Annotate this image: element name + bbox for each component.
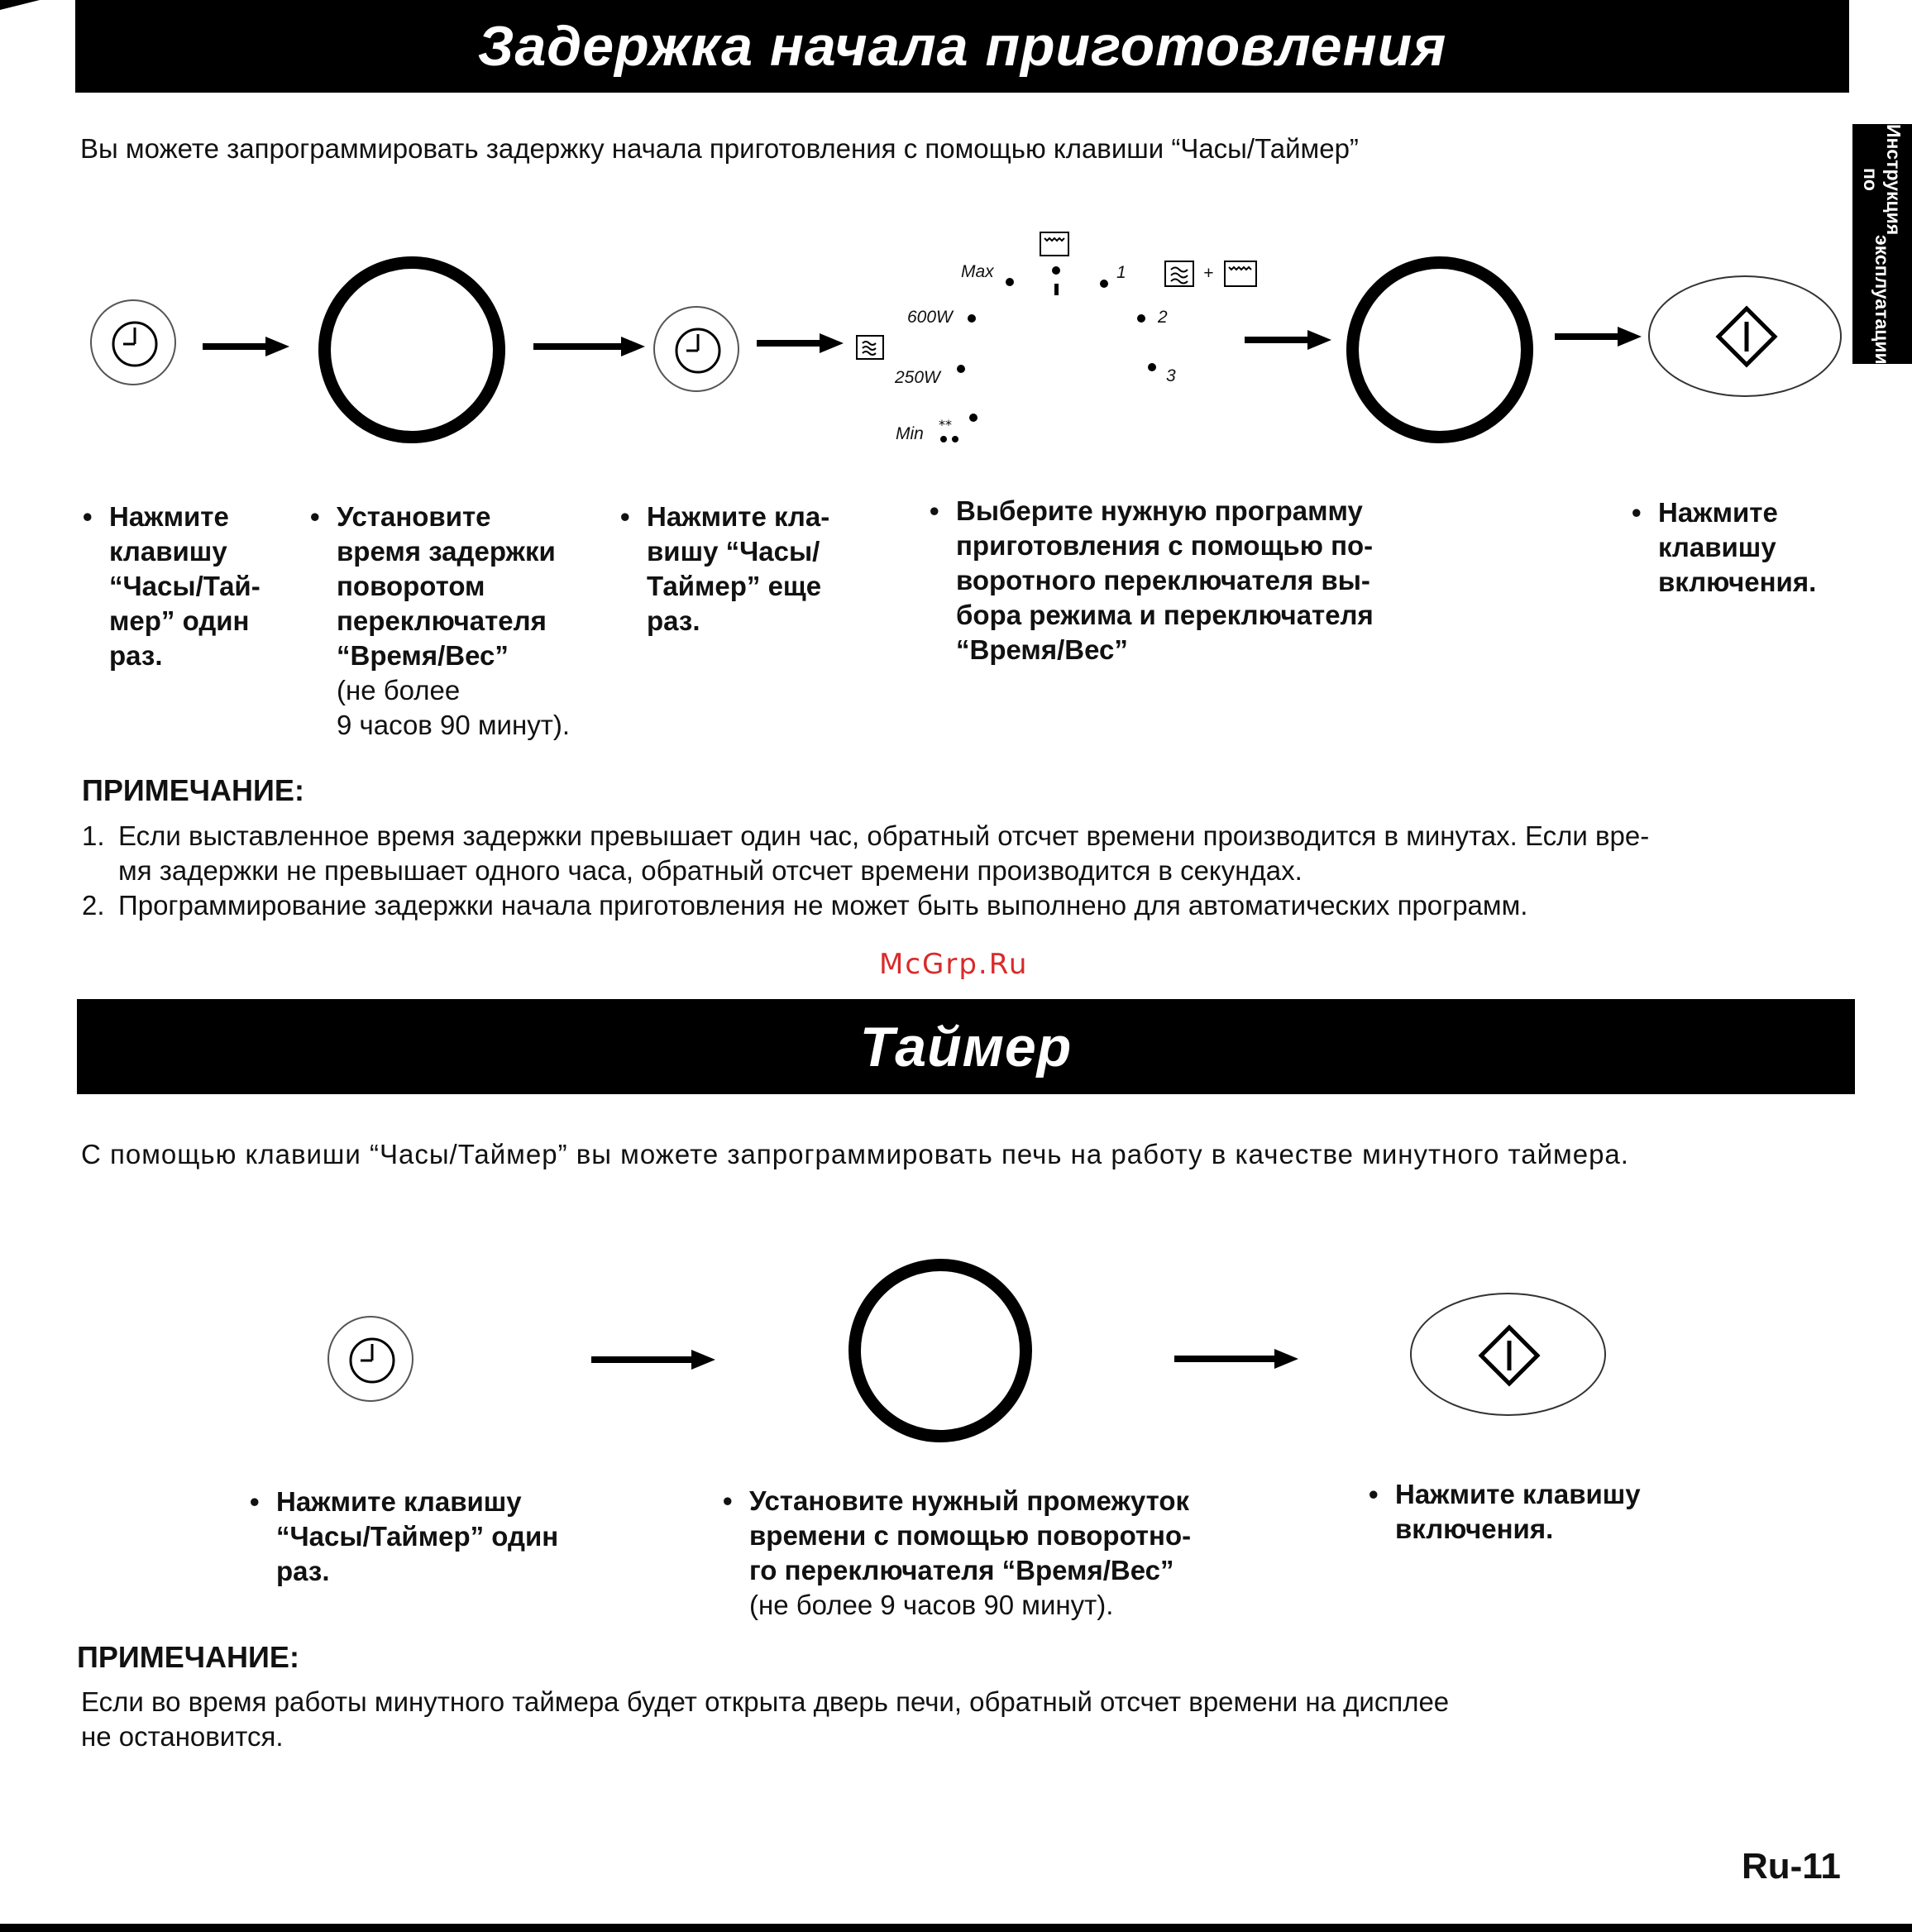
step-text: Таймер” еще bbox=[647, 571, 822, 601]
corner-mark bbox=[0, 0, 40, 10]
clock-icon bbox=[92, 301, 178, 387]
step-text: “Часы/Тай- bbox=[109, 571, 261, 601]
step-text: время задержки bbox=[337, 536, 556, 567]
arrow-icon bbox=[1555, 324, 1642, 349]
step-text: включения. bbox=[1395, 1514, 1554, 1544]
grill-icon bbox=[1040, 232, 1069, 256]
clock-timer-button[interactable] bbox=[327, 1316, 413, 1402]
arrow-icon bbox=[533, 334, 645, 359]
bottom-rule bbox=[0, 1924, 1912, 1932]
defrost-icon bbox=[937, 418, 965, 446]
timer-intro: С помощью клавиши “Часы/Таймер” вы можете запрограммировать печь на работу в качестве минутного таймера. bbox=[81, 1139, 1629, 1169]
combo-plus-label: + bbox=[1203, 264, 1214, 283]
step-text: (не более bbox=[337, 675, 461, 705]
step-text: Нажмите bbox=[1658, 497, 1778, 528]
step-text: раз. bbox=[647, 605, 700, 636]
selector-dot bbox=[1006, 278, 1014, 286]
selector-dot bbox=[1052, 266, 1060, 275]
selector-dot bbox=[1100, 280, 1108, 288]
note-text: не остановится. bbox=[81, 1721, 284, 1752]
250w-label: 250W bbox=[895, 368, 940, 387]
delay-step-5 bbox=[1632, 495, 1847, 600]
min-label: Min bbox=[896, 424, 924, 443]
clock-icon bbox=[329, 1317, 415, 1404]
program-1-label: 1 bbox=[1116, 263, 1126, 282]
time-weight-dial[interactable] bbox=[848, 1259, 1032, 1442]
section-title-delay: Задержка начала приготовления bbox=[75, 0, 1849, 93]
note-item bbox=[82, 819, 1843, 888]
microwave-icon bbox=[856, 335, 884, 360]
step-text: Установите нужный промежуток bbox=[749, 1485, 1190, 1516]
step-text: клавишу bbox=[109, 536, 227, 567]
600w-label: 600W bbox=[907, 308, 953, 327]
arrow-icon bbox=[203, 334, 289, 359]
step-text: раз. bbox=[109, 640, 163, 671]
step-text: бора режима и переключателя bbox=[956, 600, 1374, 630]
step-text: Выберите нужную программу bbox=[956, 495, 1363, 526]
step-text: 9 часов 90 минут). bbox=[337, 710, 570, 740]
side-tab bbox=[1852, 124, 1912, 364]
section-title-timer: Таймер bbox=[77, 999, 1855, 1094]
selector-pointer bbox=[1054, 284, 1059, 295]
delay-step-4 bbox=[930, 494, 1459, 667]
step-text: переключателя bbox=[337, 605, 547, 636]
arrow-icon bbox=[1174, 1346, 1298, 1371]
selector-dot bbox=[957, 365, 965, 373]
clock-timer-button[interactable] bbox=[653, 306, 739, 392]
note-text: Если выставленное время задержки превышает один час, обратный отсчет времени производится в минутах. Если вре- bbox=[118, 820, 1650, 851]
step-text: мер” один bbox=[109, 605, 250, 636]
microwave-icon bbox=[1164, 261, 1194, 287]
arrow-icon bbox=[591, 1347, 715, 1372]
delay-step-3 bbox=[620, 500, 885, 638]
clock-icon bbox=[655, 308, 741, 394]
step-text: клавишу bbox=[1658, 532, 1776, 562]
note-item bbox=[82, 888, 1843, 923]
program-2-label: 2 bbox=[1158, 308, 1168, 327]
step-text: “Время/Вес” bbox=[337, 640, 509, 671]
watermark: McGrp.Ru bbox=[879, 948, 1029, 981]
note-text: Программирование задержки начала приготовления не может быть выполнено для автоматических программ. bbox=[118, 890, 1528, 921]
timer-step-1 bbox=[250, 1485, 647, 1589]
step-text: включения. bbox=[1658, 567, 1817, 597]
note-title: ПРИМЕЧАНИЕ: bbox=[77, 1640, 299, 1674]
side-tab-line-1: Инструкция по bbox=[1860, 123, 1905, 235]
note-number: 1. bbox=[82, 820, 105, 851]
step-text: Нажмите bbox=[109, 501, 229, 532]
selector-dot bbox=[969, 414, 978, 422]
time-weight-dial[interactable] bbox=[318, 256, 505, 443]
timer-step-2 bbox=[723, 1484, 1252, 1623]
step-text: го переключателя “Время/Вес” bbox=[749, 1555, 1174, 1585]
mode-selector[interactable] bbox=[852, 227, 1290, 459]
time-weight-dial[interactable] bbox=[1346, 256, 1533, 443]
note-text: Если во время работы минутного таймера будет открыта дверь печи, обратный отсчет времени на дисплее bbox=[81, 1686, 1450, 1717]
delay-step-2 bbox=[310, 500, 608, 743]
step-text: раз. bbox=[276, 1556, 330, 1586]
step-text: Нажмите кла- bbox=[647, 501, 830, 532]
step-text: (не более 9 часов 90 минут). bbox=[749, 1590, 1114, 1620]
step-text: приготовления с помощью по- bbox=[956, 530, 1374, 561]
step-text: вишу “Часы/ bbox=[647, 536, 820, 567]
program-3-label: 3 bbox=[1166, 366, 1176, 385]
page-number: Ru-11 bbox=[1742, 1846, 1841, 1887]
step-text: Нажмите клавишу bbox=[276, 1486, 522, 1517]
max-label: Max bbox=[961, 262, 994, 281]
selector-dot bbox=[1137, 314, 1145, 323]
delay-intro: Вы можете запрограммировать задержку начала приготовления с помощью клавиши “Часы/Таймер” bbox=[80, 133, 1359, 164]
delay-step-1 bbox=[83, 500, 306, 673]
step-text: Установите bbox=[337, 501, 491, 532]
arrow-icon bbox=[1245, 328, 1331, 352]
note-list bbox=[82, 819, 1843, 923]
side-tab-line-2: эксплуатации bbox=[1871, 234, 1893, 365]
step-text: “Время/Вес” bbox=[956, 634, 1128, 665]
start-button[interactable] bbox=[1648, 275, 1842, 397]
selector-dot bbox=[1148, 363, 1156, 371]
step-text: времени с помощью поворотно- bbox=[749, 1520, 1192, 1551]
start-icon bbox=[1412, 1294, 1608, 1418]
clock-timer-button[interactable] bbox=[90, 299, 176, 385]
step-text: “Часы/Таймер” один bbox=[276, 1521, 559, 1552]
step-text: воротного переключателя вы- bbox=[956, 565, 1370, 595]
grill-icon bbox=[1224, 261, 1257, 287]
timer-step-3 bbox=[1369, 1477, 1699, 1547]
step-text: поворотом bbox=[337, 571, 485, 601]
svg-text:**: ** bbox=[939, 418, 952, 433]
timer-note bbox=[81, 1685, 1652, 1754]
step-text: Нажмите клавишу bbox=[1395, 1479, 1641, 1509]
note-text: мя задержки не превышает одного часа, обратный отсчет времени производится в секундах. bbox=[118, 855, 1303, 886]
selector-dot bbox=[968, 314, 976, 323]
note-number: 2. bbox=[82, 890, 105, 921]
start-button[interactable] bbox=[1410, 1293, 1606, 1416]
arrow-icon bbox=[757, 331, 844, 356]
start-icon bbox=[1650, 277, 1843, 399]
note-title: ПРИМЕЧАНИЕ: bbox=[82, 773, 304, 807]
